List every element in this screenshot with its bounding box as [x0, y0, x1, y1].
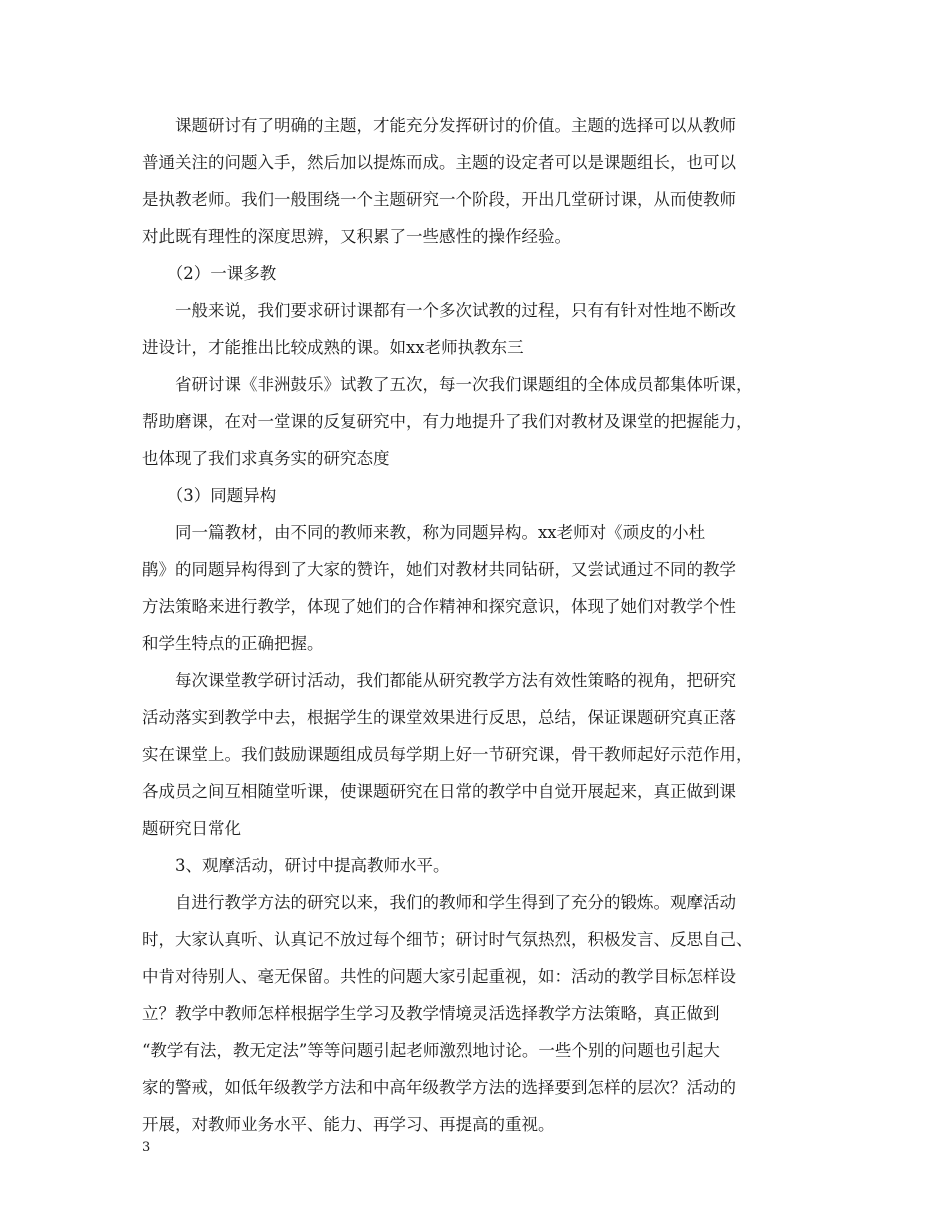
text-line: 活动落实到教学中去，根据学生的课堂效果进行反思，总结，保证课题研究真正落	[142, 708, 736, 727]
text-line: 和学生特点的正确把握。	[142, 634, 324, 653]
section-heading: （3）同题异构	[142, 486, 277, 505]
text-line: 实在课堂上。我们鼓励课题组成员每学期上好一节研究课，骨干教师起好示范作用，	[142, 745, 753, 764]
text-line: 同一篇教材，由不同的教师来教，称为同题异构。xx老师对《顽皮的小杜	[142, 523, 706, 542]
text-line: 鹃》的同题异构得到了大家的赞许，她们对教材共同钻研，又尝试通过不同的教学	[142, 560, 736, 579]
section-heading: （2）一课多教	[142, 264, 277, 283]
text-line: 时，大家认真听、认真记不放过每个细节；研讨时气氛热烈，积极发言、反思自己、	[142, 930, 753, 949]
text-line: 对此既有理性的深度思辨，又积累了一些感性的操作经验。	[142, 227, 571, 246]
text-line: 一般来说，我们要求研讨课都有一个多次试教的过程，只有有针对性地不断改	[142, 301, 736, 320]
text-line: 也体现了我们求真务实的研究态度	[142, 449, 390, 468]
text-line: 方法策略来进行教学，体现了她们的合作精神和探究意识，体现了她们对教学个性	[142, 597, 736, 616]
text-line: 进设计，才能推出比较成熟的课。如xx老师执教东三	[142, 338, 524, 357]
text-line: 立？教学中教师怎样根据学生学习及教学情境灵活选择教学方法策略，真正做到	[142, 1004, 720, 1023]
section-heading: 3、观摩活动，研讨中提高教师水平。	[142, 856, 450, 875]
text-line: 各成员之间互相随堂听课，使课题研究在日常的教学中自觉开展起来，真正做到课	[142, 782, 736, 801]
text-line: 开展，对教师业务水平、能力、再学习、再提高的重视。	[142, 1115, 555, 1134]
text-line: 普通关注的问题入手，然后加以提炼而成。主题的设定者可以是课题组长，也可以	[142, 153, 736, 172]
text-line: 是执教老师。我们一般围绕一个主题研究一个阶段，开出几堂研讨课，从而使教师	[142, 190, 736, 209]
page-number: 3	[142, 1140, 151, 1155]
text-line: 家的警戒，如低年级教学方法和中高年级教学方法的选择要到怎样的层次？活动的	[142, 1078, 736, 1097]
text-line: 帮助磨课，在对一堂课的反复研究中，有力地提升了我们对教材及课堂的把握能力，	[142, 412, 753, 431]
text-line: 省研讨课《非洲鼓乐》试教了五次，每一次我们课题组的全体成员都集体听课，	[142, 375, 753, 394]
text-line: 中肯对待别人、毫无保留。共性的问题大家引起重视，如：活动的教学目标怎样设	[142, 967, 736, 986]
text-line: 课题研讨有了明确的主题，才能充分发挥研讨的价值。主题的选择可以从教师	[142, 116, 736, 135]
text-line: 题研究日常化	[142, 819, 241, 838]
text-line: 自进行教学方法的研究以来，我们的教师和学生得到了充分的锻炼。观摩活动	[142, 893, 736, 912]
text-line: 每次课堂教学研讨活动，我们都能从研究教学方法有效性策略的视角，把研究	[142, 671, 736, 690]
text-line: “教学有法，教无定法”等等问题引起老师激烈地讨论。一些个别的问题也引起大	[142, 1041, 720, 1060]
